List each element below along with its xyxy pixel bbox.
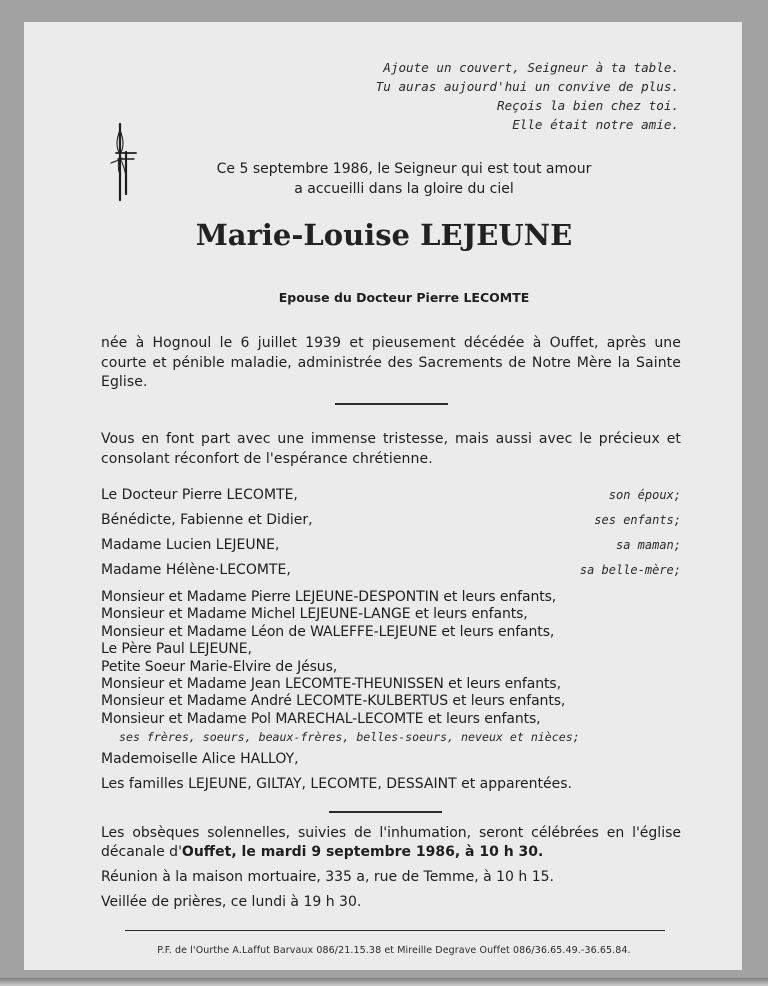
sibling-entry: Le Père Paul LEJEUNE, [101,641,252,658]
sibling-entry: Petite Soeur Marie-Elvire de Jésus, [101,658,338,675]
cross-icon [110,122,138,202]
family-member-role: sa belle-mère; [579,563,681,577]
close-family-row [101,562,681,587]
funeral-place: Ouffet [181,844,232,860]
close-family-row [101,487,681,512]
close-family-row [101,512,681,537]
funeral-details [101,824,681,912]
poem-line: Ajoute un couvert, Seigneur à ta table. [383,60,679,75]
poem [376,58,679,134]
family-member-role: sa maman; [615,538,681,552]
family-member-role: son époux; [608,488,681,502]
sibling-entry: Monsieur et Madame Léon de WALEFFE-LEJEUNE et leurs enfants, [101,623,555,640]
footer-credits: P.F. de l'Ourthe A.Laffut Barvaux 086/21.15.38 et Mireille Degrave Ouffet 086/36.65.49.-36.65.84. [157,945,631,956]
spouse-line: Epouse du Docteur Pierre LECOMTE [278,290,530,305]
funeral-service [101,824,681,862]
footer-divider [125,930,665,931]
sibling-entry: Monsieur et Madame Pierre LEJEUNE-DESPONTIN et leurs enfants, [101,589,557,605]
poem-line: Reçois la bien chez toi. [497,98,679,113]
divider [329,811,442,813]
family-list [101,487,681,797]
scan-edge [0,978,768,986]
family-member-name: Bénédicte, Fabienne et Didier, [101,512,313,528]
birth-paragraph: née à Hognoul le 6 juillet 1939 et pieusement décédée à Ouffet, après une courte et pénible maladie, administrée des Sacrements de Notre Mère la Sainte Eglise. [101,335,681,390]
funeral-meeting: Réunion à la maison mortuaire, 335 a, rue de Temme, à 10 h 15. [101,869,554,885]
family-member-name: Madame Hélène·LECOMTE, [101,562,291,578]
funeral-intro: Les obsèques solennelles, suivies de l'inhumation, seront célébrées en l'église décanale d' [101,825,681,860]
death-notice-card [24,22,742,970]
deceased-name: Marie-Louise LEJEUNE [195,218,573,252]
funeral-datetime: , le mardi 9 septembre 1986, à 10 h 30. [231,844,544,860]
intro-line: a accueilli dans la gloire du ciel [294,181,514,197]
poem-line: Tu auras aujourd'hui un convive de plus. [375,79,679,94]
family-member-name: Madame Lucien LEJEUNE, [101,537,280,553]
intro-line: Ce 5 septembre 1986, le Seigneur qui est tout amour [216,161,592,177]
announcement-paragraph: Vous en font part avec une immense tristesse, mais aussi avec le précieux et consolant réconfort de l'espérance chrétienne. [101,431,681,467]
sibling-entry: Monsieur et Madame Jean LECOMTE-THEUNISSEN et leurs enfants, [101,675,561,692]
other-family-entry: Les familles LEJEUNE, GILTAY, LECOMTE, DESSAINT et apparentées. [101,776,572,793]
sibling-entry: Monsieur et Madame Michel LEJEUNE-LANGE et leurs enfants, [101,606,528,623]
family-member-name: Le Docteur Pierre LECOMTE, [101,487,298,503]
funeral-vigil: Veillée de prières, ce lundi à 19 h 30. [101,894,362,910]
family-member-role: ses enfants; [594,513,681,527]
sibling-entry: Monsieur et Madame Pol MARECHAL-LECOMTE et leurs enfants, [101,710,541,727]
poem-line: Elle était notre amie. [512,117,679,132]
siblings-list [101,589,681,747]
close-family-row [101,537,681,562]
other-family-entry: Mademoiselle Alice HALLOY, [101,751,299,768]
sibling-entry: Monsieur et Madame André LECOMTE-KULBERTUS et leurs enfants, [101,693,566,710]
divider [335,403,448,405]
siblings-summary: ses frères, soeurs, beaux-frères, belles-soeurs, neveux et nièces; [119,730,580,745]
intro-text [144,159,664,199]
